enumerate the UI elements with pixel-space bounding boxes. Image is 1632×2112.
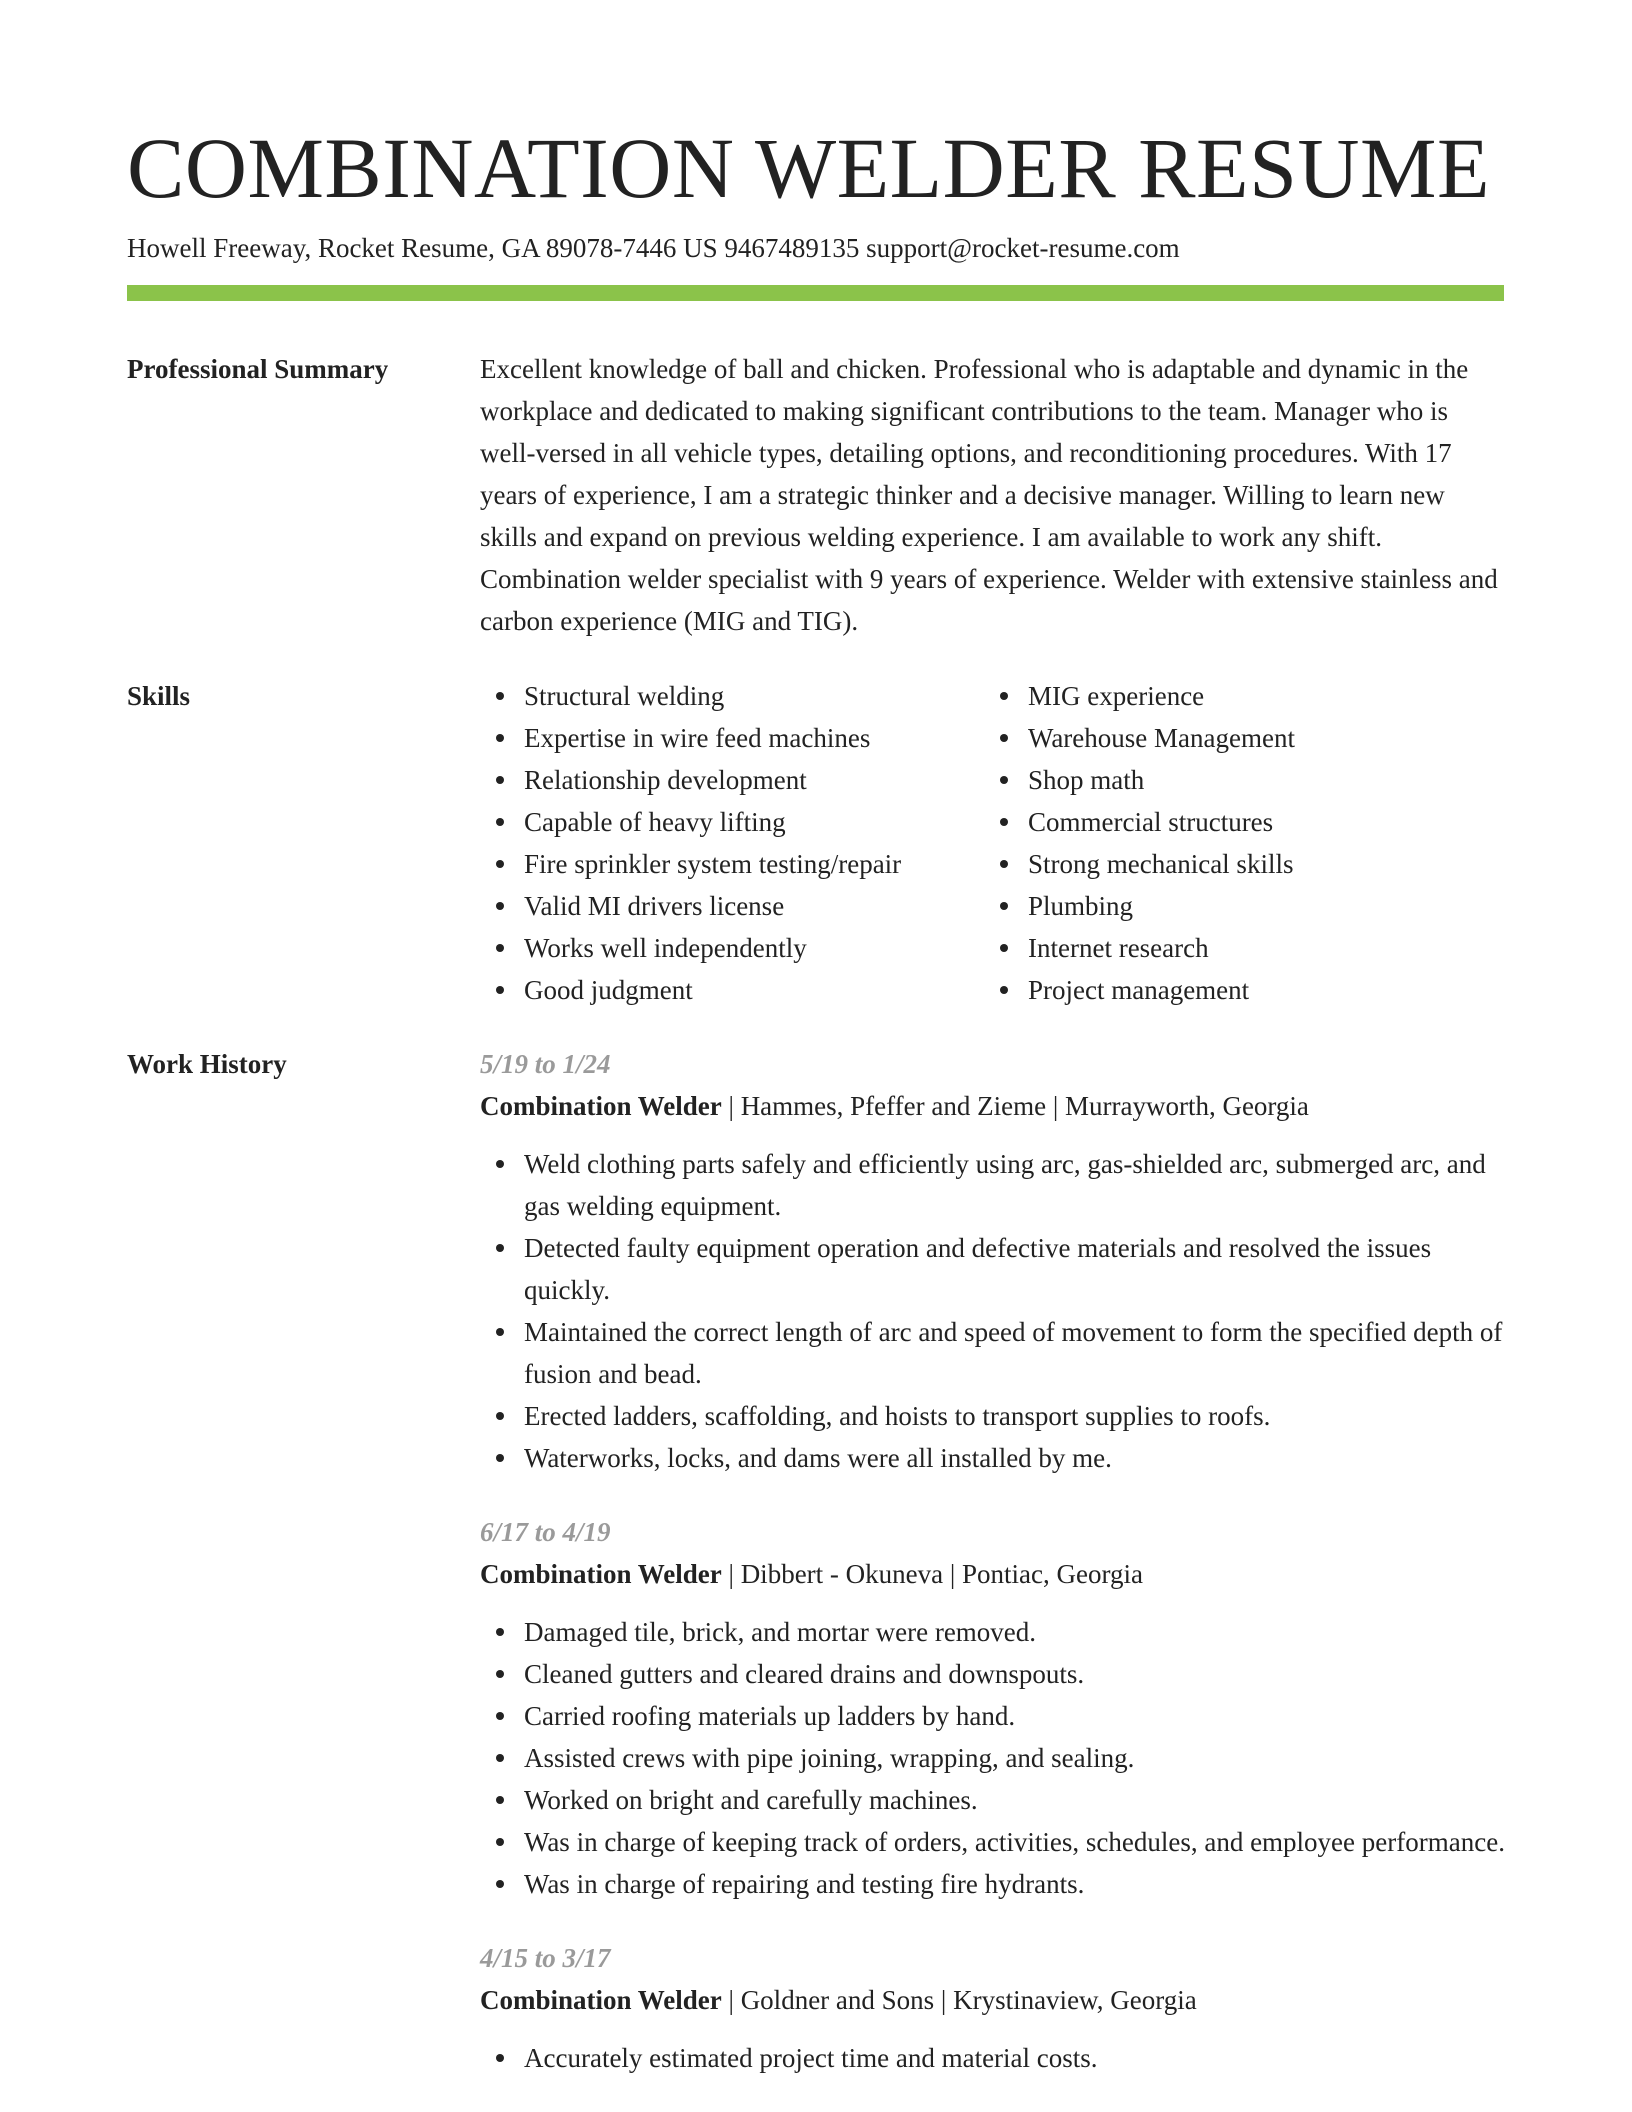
- header-divider: [127, 285, 1504, 301]
- work-history-section: [480, 1043, 1505, 2079]
- skill-item: Expertise in wire feed machines: [480, 717, 984, 759]
- skill-item: Plumbing: [984, 885, 1484, 927]
- skill-item: Valid MI drivers license: [480, 885, 984, 927]
- skills-label: Skills: [127, 681, 191, 711]
- contact-line: Howell Freeway, Rocket Resume, GA 89078-7446 US 9467489135 support@rocket-resume.com: [127, 233, 1180, 263]
- skill-item: MIG experience: [984, 675, 1484, 717]
- job-separator: |: [721, 1091, 741, 1121]
- job-company: Goldner and Sons: [740, 1985, 935, 2015]
- job-duty: Cleaned gutters and cleared drains and downspouts.: [480, 1653, 1505, 1695]
- job-duty: Accurately estimated project time and material costs.: [480, 2037, 1505, 2079]
- skill-item: Good judgment: [480, 969, 984, 1011]
- job-duties-list: [480, 2037, 1505, 2079]
- job-location: Murrayworth, Georgia: [1064, 1091, 1309, 1121]
- job-entry: [480, 1043, 1505, 1479]
- skill-item: Works well independently: [480, 927, 984, 969]
- job-location: Krystinaview, Georgia: [953, 1985, 1197, 2015]
- job-duty: Waterworks, locks, and dams were all installed by me.: [480, 1437, 1505, 1479]
- job-duties-list: [480, 1611, 1505, 1905]
- job-company: Dibbert - Okuneva: [740, 1559, 944, 1589]
- summary-section: [480, 348, 1505, 642]
- skill-item: Commercial structures: [984, 801, 1484, 843]
- job-separator: |: [943, 1559, 963, 1589]
- skill-item: Fire sprinkler system testing/repair: [480, 843, 984, 885]
- job-dates: 6/17 to 4/19: [480, 1517, 611, 1547]
- job-dates: 5/19 to 1/24: [480, 1049, 611, 1079]
- skill-item: Structural welding: [480, 675, 984, 717]
- job-separator: |: [934, 1985, 954, 2015]
- skill-item: Shop math: [984, 759, 1484, 801]
- job-duty: Detected faulty equipment operation and defective materials and resolved the issues quickly.: [480, 1227, 1505, 1311]
- job-entry: [480, 1511, 1505, 1905]
- job-duty: Worked on bright and carefully machines.: [480, 1779, 1505, 1821]
- job-heading: [480, 1979, 1505, 2021]
- skill-item: Capable of heavy lifting: [480, 801, 984, 843]
- job-title: Combination Welder: [480, 1091, 722, 1121]
- job-separator: |: [721, 1985, 741, 2015]
- job-location: Pontiac, Georgia: [962, 1559, 1143, 1589]
- job-title: Combination Welder: [480, 1559, 722, 1589]
- job-separator: |: [1046, 1091, 1065, 1121]
- skill-item: Strong mechanical skills: [984, 843, 1484, 885]
- job-duty: Was in charge of repairing and testing fire hydrants.: [480, 1863, 1505, 1905]
- job-duty: Assisted crews with pipe joining, wrapping, and sealing.: [480, 1737, 1505, 1779]
- job-dates: 4/15 to 3/17: [480, 1943, 611, 1973]
- summary-text: Excellent knowledge of ball and chicken. Professional who is adaptable and dynamic in the workplace and dedicated to making significant contributions to the team. Manager who is well-versed in all vehicle types, detailing options, and reconditioning procedures. With 17 years of experience, I am a strategic thinker and a decisive manager. Willing to learn new skills and expand on previous welding experience. I am available to work any shift. Combination welder specialist with 9 years of experience. Welder with extensive stainless and carbon experience (MIG and TIG).: [480, 354, 1498, 636]
- job-heading: [480, 1553, 1505, 1595]
- job-duty: Was in charge of keeping track of orders, activities, schedules, and employee performance.: [480, 1821, 1505, 1863]
- job-heading: [480, 1085, 1505, 1127]
- job-separator: |: [721, 1559, 741, 1589]
- job-duty: Weld clothing parts safely and efficiently using arc, gas-shielded arc, submerged arc, and gas welding equipment.: [480, 1143, 1505, 1227]
- skill-item: Project management: [984, 969, 1484, 1011]
- job-title: Combination Welder: [480, 1985, 722, 2015]
- work-history-label: Work History: [127, 1049, 287, 1079]
- job-company: Hammes, Pfeffer and Zieme: [740, 1091, 1047, 1121]
- skills-section: [480, 675, 1505, 1011]
- skills-list: [480, 675, 1505, 1011]
- resume-title: COMBINATION WELDER RESUME: [127, 120, 1491, 216]
- summary-label: Professional Summary: [127, 354, 389, 384]
- job-entry: [480, 1937, 1505, 2079]
- job-duty: Erected ladders, scaffolding, and hoists to transport supplies to roofs.: [480, 1395, 1505, 1437]
- job-duty: Carried roofing materials up ladders by hand.: [480, 1695, 1505, 1737]
- skill-item: Warehouse Management: [984, 717, 1484, 759]
- skill-item: Internet research: [984, 927, 1484, 969]
- job-duty: Damaged tile, brick, and mortar were removed.: [480, 1611, 1505, 1653]
- job-duty: Maintained the correct length of arc and speed of movement to form the specified depth of fusion and bead.: [480, 1311, 1505, 1395]
- skill-item: Relationship development: [480, 759, 984, 801]
- job-duties-list: [480, 1143, 1505, 1479]
